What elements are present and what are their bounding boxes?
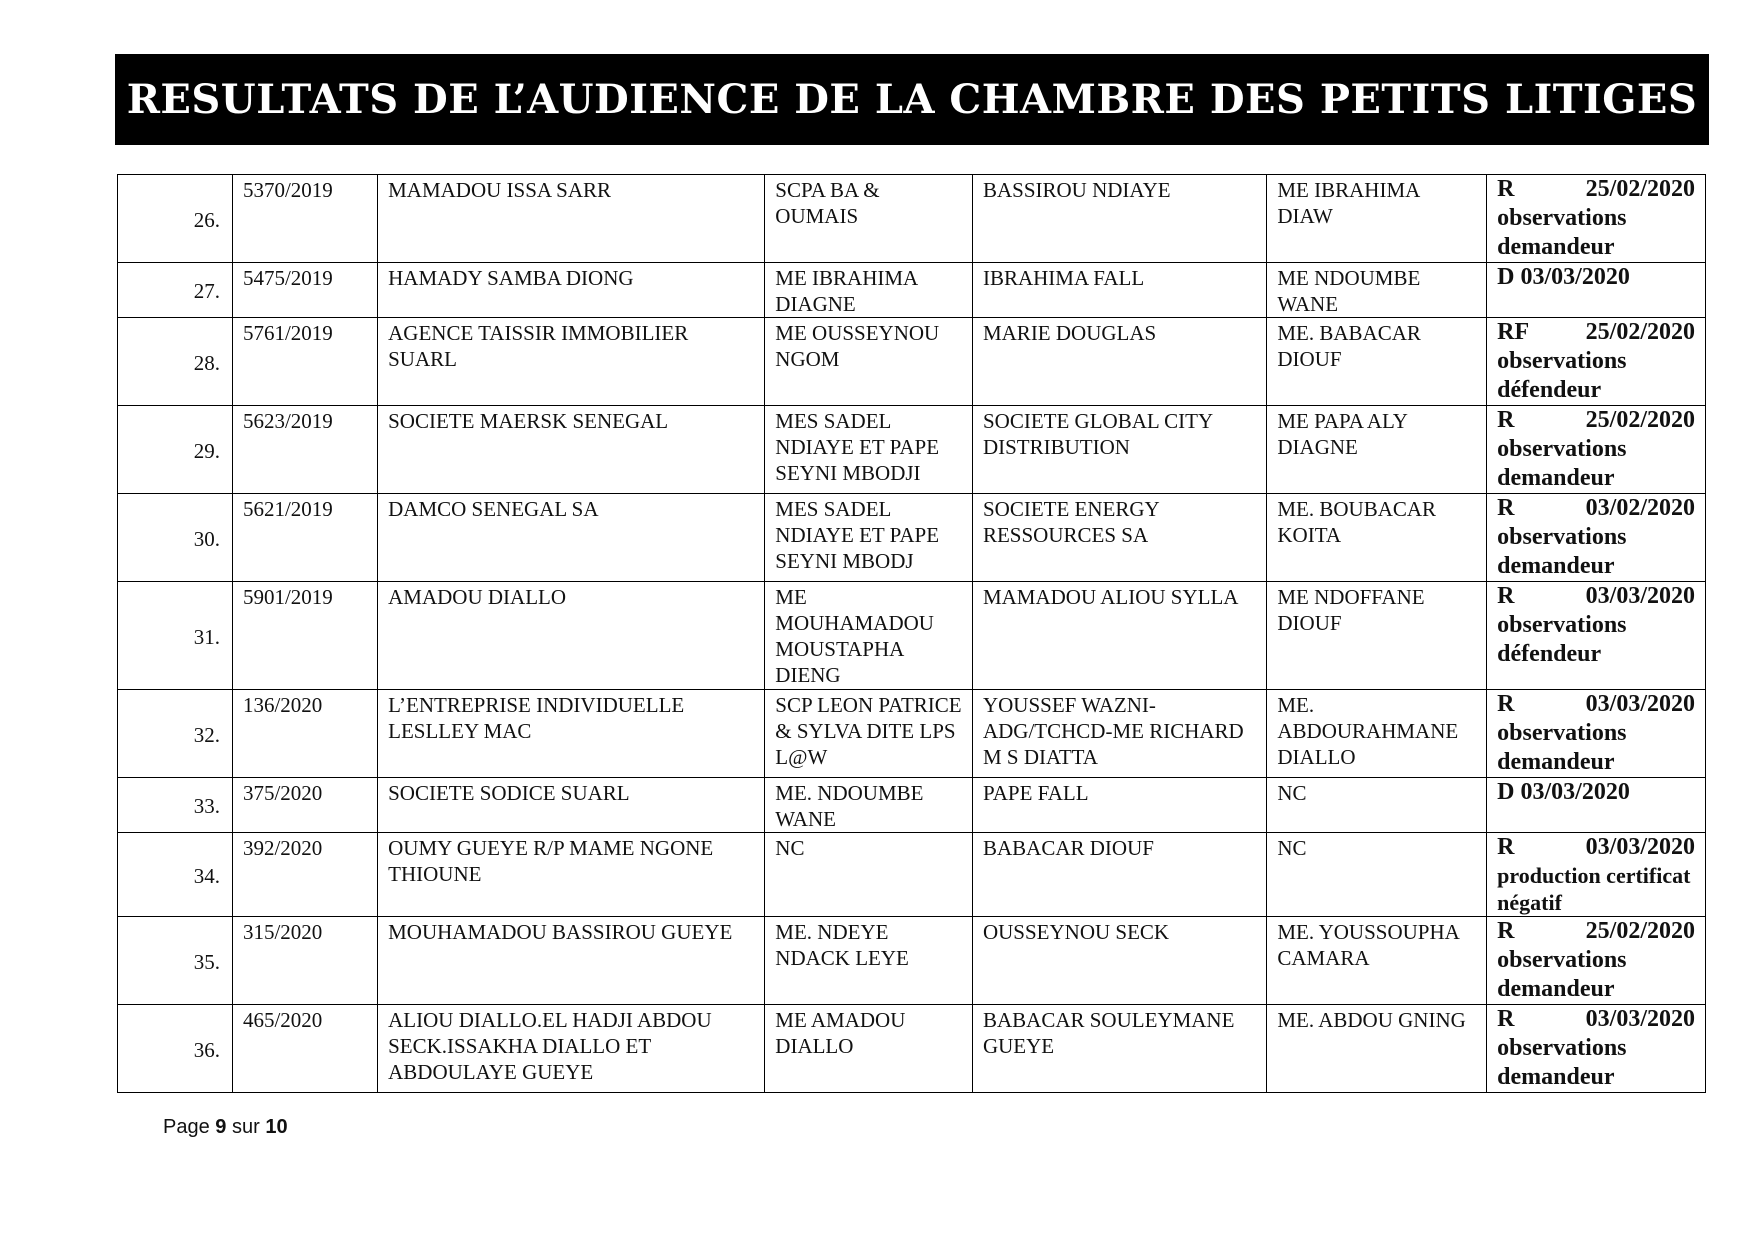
plaintiff-name: MOUHAMADOU BASSIROU GUEYE xyxy=(378,917,765,1005)
table-row xyxy=(118,1005,1706,1093)
result-date: 03/03/2020 xyxy=(1585,583,1695,609)
plaintiff-name: MAMADOU ISSA SARR xyxy=(378,175,765,263)
defendant-counsel: NC xyxy=(1267,833,1487,917)
defendant-counsel: ME. BOUBACAR KOITA xyxy=(1267,494,1487,582)
result-detail: observations demandeur xyxy=(1497,436,1627,491)
hearing-result xyxy=(1487,917,1706,1005)
row-number: 33. xyxy=(118,778,233,833)
plaintiff-name: OUMY GUEYE R/P MAME NGONE THIOUNE xyxy=(378,833,765,917)
table-row xyxy=(118,175,1706,263)
case-number: 315/2020 xyxy=(232,917,377,1005)
result-date: 03/03/2020 xyxy=(1585,691,1695,717)
defendant-name: MARIE DOUGLAS xyxy=(972,318,1266,406)
plaintiff-counsel: ME MOUHAMADOU MOUSTAPHA DIENG xyxy=(765,582,973,690)
defendant-name: OUSSEYNOU SECK xyxy=(972,917,1266,1005)
result-detail: observations défendeur xyxy=(1497,612,1627,667)
result-date: 25/02/2020 xyxy=(1585,176,1695,202)
defendant-counsel: NC xyxy=(1267,778,1487,833)
result-code: R xyxy=(1497,176,1515,202)
page-title: RESULTATS DE L’AUDIENCE DE LA CHAMBRE DES PETITS LITIGES xyxy=(126,76,1698,123)
plaintiff-counsel: MES SADEL NDIAYE ET PAPE SEYNI MBODJ xyxy=(765,494,973,582)
table-row xyxy=(118,690,1706,778)
defendant-counsel: ME NDOFFANE DIOUF xyxy=(1267,582,1487,690)
plaintiff-counsel: ME. NDEYE NDACK LEYE xyxy=(765,917,973,1005)
defendant-name: BASSIROU NDIAYE xyxy=(972,175,1266,263)
defendant-name: PAPE FALL xyxy=(972,778,1266,833)
table-row xyxy=(118,778,1706,833)
plaintiff-name: DAMCO SENEGAL SA xyxy=(378,494,765,582)
table-row xyxy=(118,917,1706,1005)
result-date: 03/02/2020 xyxy=(1585,495,1695,521)
plaintiff-counsel: ME AMADOU DIALLO xyxy=(765,1005,973,1093)
hearing-result xyxy=(1487,318,1706,406)
plaintiff-name: AMADOU DIALLO xyxy=(378,582,765,690)
table-row xyxy=(118,833,1706,917)
hearing-result xyxy=(1487,833,1706,917)
case-number: 392/2020 xyxy=(232,833,377,917)
plaintiff-counsel: SCP LEON PATRICE & SYLVA DITE LPS L@W xyxy=(765,690,973,778)
defendant-counsel: ME. ABDOU GNING xyxy=(1267,1005,1487,1093)
result-code: D 03/03/2020 xyxy=(1497,264,1630,290)
hearing-result xyxy=(1487,263,1706,318)
footer-page-number: 9 xyxy=(215,1116,227,1138)
plaintiff-counsel: NC xyxy=(765,833,973,917)
plaintiff-counsel: ME OUSSEYNOU NGOM xyxy=(765,318,973,406)
row-number: 29. xyxy=(118,406,233,494)
case-number: 375/2020 xyxy=(232,778,377,833)
row-number: 26. xyxy=(118,175,233,263)
results-table xyxy=(117,174,1706,1093)
result-code: R xyxy=(1497,691,1515,717)
row-number: 30. xyxy=(118,494,233,582)
result-code: RF xyxy=(1497,319,1530,345)
result-detail: observations demandeur xyxy=(1497,720,1627,775)
hearing-result xyxy=(1487,778,1706,833)
result-detail: observations demandeur xyxy=(1497,947,1627,1002)
result-date: 25/02/2020 xyxy=(1585,918,1695,944)
hearing-result xyxy=(1487,406,1706,494)
case-number: 5761/2019 xyxy=(232,318,377,406)
footer-page-label: Page xyxy=(163,1116,210,1138)
defendant-name: YOUSSEF WAZNI-ADG/TCHCD-ME RICHARD M S DIATTA xyxy=(972,690,1266,778)
footer-sur-label: sur xyxy=(231,1116,260,1138)
case-number: 5370/2019 xyxy=(232,175,377,263)
result-detail: production certificat négatif xyxy=(1497,863,1691,915)
plaintiff-name: SOCIETE MAERSK SENEGAL xyxy=(378,406,765,494)
row-number: 27. xyxy=(118,263,233,318)
row-number: 28. xyxy=(118,318,233,406)
hearing-result xyxy=(1487,175,1706,263)
result-code: R xyxy=(1497,834,1515,860)
case-number: 465/2020 xyxy=(232,1005,377,1093)
result-detail: observations demandeur xyxy=(1497,524,1627,579)
table-row xyxy=(118,406,1706,494)
defendant-counsel: ME NDOUMBE WANE xyxy=(1267,263,1487,318)
hearing-result xyxy=(1487,494,1706,582)
result-code: D 03/03/2020 xyxy=(1497,779,1630,805)
page-footer xyxy=(163,1116,288,1139)
defendant-counsel: ME. YOUSSOUPHA CAMARA xyxy=(1267,917,1487,1005)
hearing-result xyxy=(1487,582,1706,690)
defendant-counsel: ME. BABACAR DIOUF xyxy=(1267,318,1487,406)
defendant-name: BABACAR SOULEYMANE GUEYE xyxy=(972,1005,1266,1093)
defendant-name: MAMADOU ALIOU SYLLA xyxy=(972,582,1266,690)
result-date: 03/03/2020 xyxy=(1585,834,1695,860)
hearing-result xyxy=(1487,690,1706,778)
table-row xyxy=(118,263,1706,318)
row-number: 31. xyxy=(118,582,233,690)
result-detail: observations demandeur xyxy=(1497,1035,1627,1090)
defendant-name: SOCIETE ENERGY RESSOURCES SA xyxy=(972,494,1266,582)
plaintiff-name: SOCIETE SODICE SUARL xyxy=(378,778,765,833)
defendant-counsel: ME IBRAHIMA DIAW xyxy=(1267,175,1487,263)
result-code: R xyxy=(1497,495,1515,521)
plaintiff-name: L’ENTREPRISE INDIVIDUELLE LESLLEY MAC xyxy=(378,690,765,778)
result-code: R xyxy=(1497,583,1515,609)
table-row xyxy=(118,582,1706,690)
result-date: 25/02/2020 xyxy=(1585,407,1695,433)
result-code: R xyxy=(1497,407,1515,433)
result-detail: observations demandeur xyxy=(1497,205,1627,260)
footer-page-total: 10 xyxy=(265,1116,288,1138)
plaintiff-counsel: SCPA BA & OUMAIS xyxy=(765,175,973,263)
defendant-name: BABACAR DIOUF xyxy=(972,833,1266,917)
row-number: 35. xyxy=(118,917,233,1005)
case-number: 5475/2019 xyxy=(232,263,377,318)
title-banner xyxy=(115,54,1709,145)
plaintiff-name: ALIOU DIALLO.EL HADJI ABDOU SECK.ISSAKHA DIALLO ET ABDOULAYE GUEYE xyxy=(378,1005,765,1093)
defendant-counsel: ME PAPA ALY DIAGNE xyxy=(1267,406,1487,494)
result-code: R xyxy=(1497,918,1515,944)
plaintiff-name: AGENCE TAISSIR IMMOBILIER SUARL xyxy=(378,318,765,406)
results-table-body xyxy=(118,175,1706,1093)
defendant-name: IBRAHIMA FALL xyxy=(972,263,1266,318)
plaintiff-name: HAMADY SAMBA DIONG xyxy=(378,263,765,318)
row-number: 32. xyxy=(118,690,233,778)
plaintiff-counsel: ME. NDOUMBE WANE xyxy=(765,778,973,833)
case-number: 136/2020 xyxy=(232,690,377,778)
table-row xyxy=(118,318,1706,406)
defendant-name: SOCIETE GLOBAL CITY DISTRIBUTION xyxy=(972,406,1266,494)
row-number: 34. xyxy=(118,833,233,917)
result-date: 25/02/2020 xyxy=(1585,319,1695,345)
result-date: 03/03/2020 xyxy=(1585,1006,1695,1032)
case-number: 5623/2019 xyxy=(232,406,377,494)
result-detail: observations défendeur xyxy=(1497,348,1627,403)
case-number: 5621/2019 xyxy=(232,494,377,582)
plaintiff-counsel: MES SADEL NDIAYE ET PAPE SEYNI MBODJI xyxy=(765,406,973,494)
row-number: 36. xyxy=(118,1005,233,1093)
case-number: 5901/2019 xyxy=(232,582,377,690)
plaintiff-counsel: ME IBRAHIMA DIAGNE xyxy=(765,263,973,318)
result-code: R xyxy=(1497,1006,1515,1032)
hearing-result xyxy=(1487,1005,1706,1093)
defendant-counsel: ME. ABDOURAHMANE DIALLO xyxy=(1267,690,1487,778)
table-row xyxy=(118,494,1706,582)
